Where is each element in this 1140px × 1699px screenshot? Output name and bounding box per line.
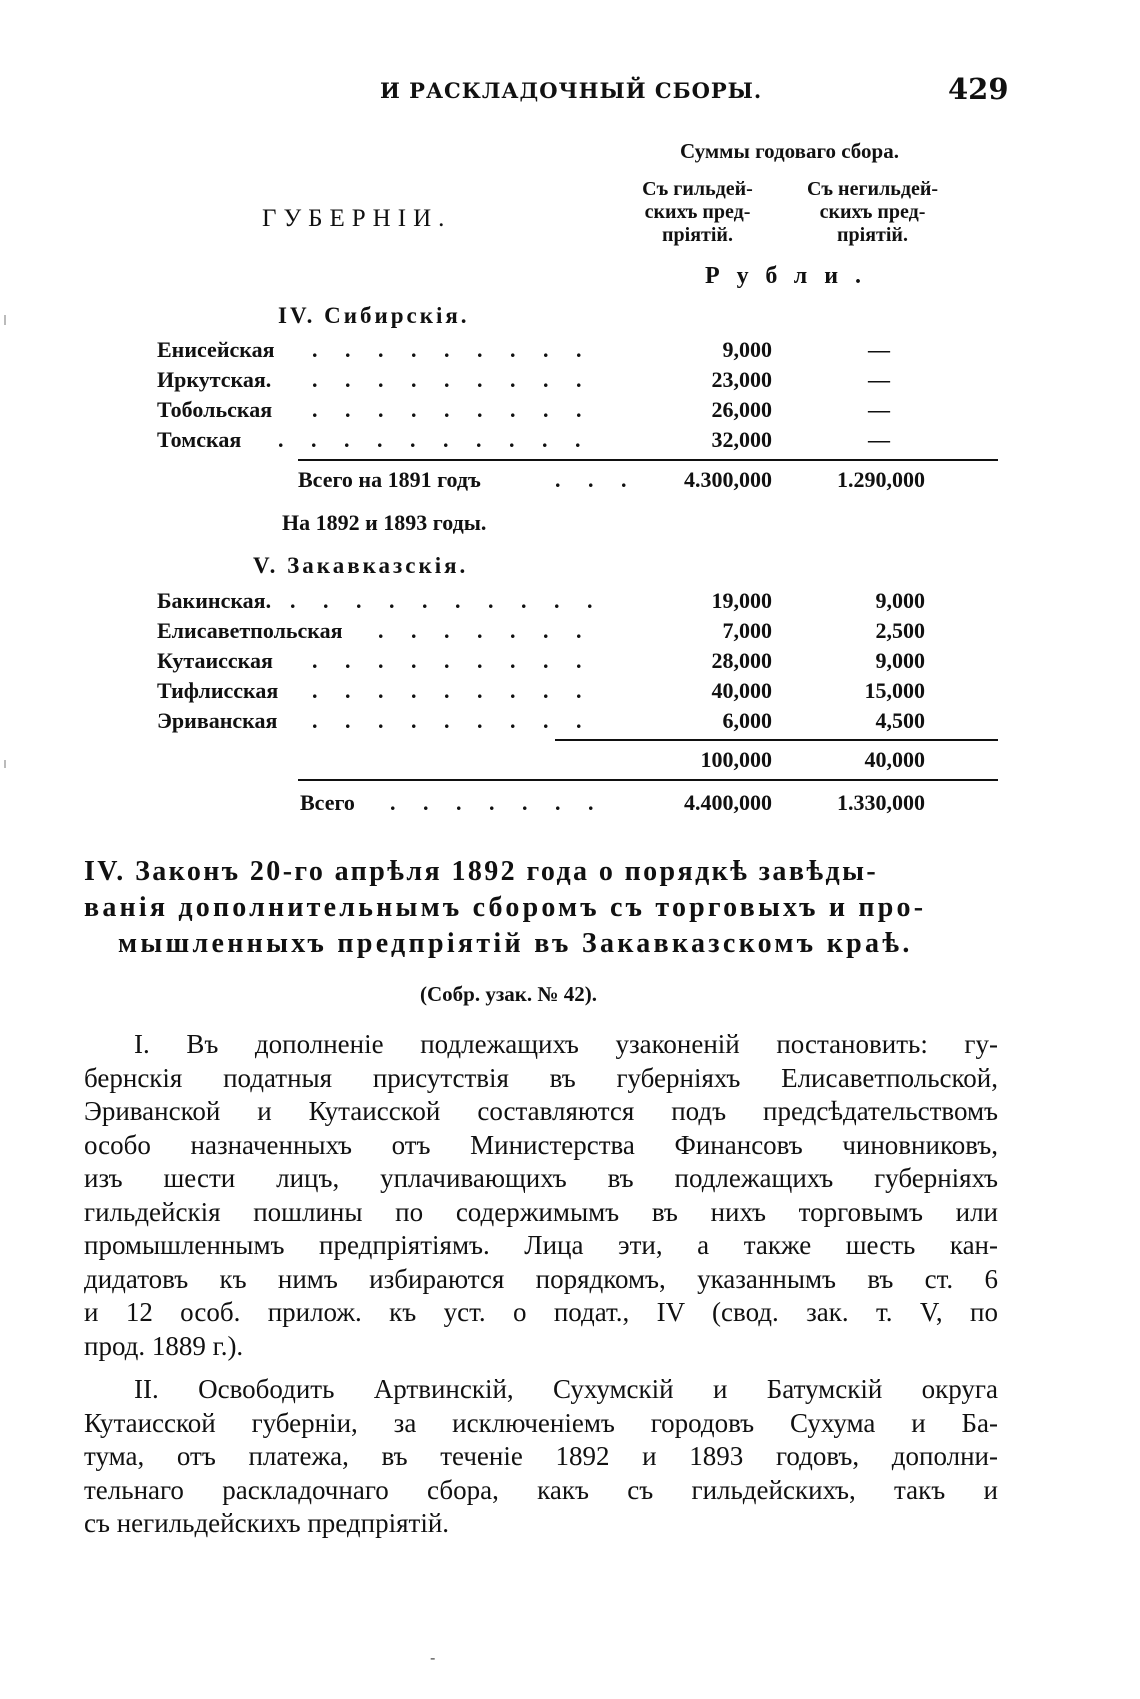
leader-dots: . . . . . . . bbox=[378, 618, 593, 643]
gubernia-name: Тифлисская bbox=[157, 678, 279, 703]
value-guild: 40,000 bbox=[711, 678, 772, 703]
subtotal-guild: 100,000 bbox=[700, 747, 772, 772]
paragraph-line: тельнаго раскладочнаго сбора, какъ съ гильдейскихъ, такъ и bbox=[84, 1474, 998, 1505]
leader-dots: . . . . . . . . . bbox=[312, 678, 593, 703]
col2-header-line: скихъ пред- bbox=[819, 201, 926, 223]
table-row bbox=[0, 427, 1140, 455]
table-row bbox=[0, 678, 1140, 706]
sums-header: Суммы годоваго сбора. bbox=[680, 139, 899, 163]
value-nonguild: — bbox=[868, 337, 890, 362]
grand-total-row bbox=[0, 790, 1140, 818]
grand-nonguild: 1.330,000 bbox=[837, 790, 925, 815]
leader-dots: . . . . . . . . . bbox=[312, 337, 593, 362]
law-title-line: ванія дополнительнымъ сборомъ съ торговыхъ и про- bbox=[84, 892, 927, 923]
subtotal-row bbox=[0, 747, 1140, 775]
table-row bbox=[0, 708, 1140, 736]
value-nonguild: — bbox=[868, 397, 890, 422]
total-label: Всего bbox=[300, 790, 355, 815]
subtotal-nonguild: 40,000 bbox=[864, 747, 925, 772]
total-guild: 4.300,000 bbox=[684, 467, 772, 492]
gubernia-name: Енисейская bbox=[157, 337, 275, 362]
law-title-line: мышленныхъ предпріятій въ Закавказскомъ краѣ. bbox=[118, 928, 913, 959]
table-row bbox=[0, 397, 1140, 425]
paragraph-line: гильдейскія пошлины по содержимымъ въ нихъ торговымъ или bbox=[84, 1196, 998, 1227]
gubernia-name: Томская bbox=[157, 427, 242, 452]
table-rule bbox=[298, 779, 998, 781]
col1-header bbox=[625, 178, 770, 247]
col2-header-line: Съ негильдей- bbox=[806, 178, 939, 200]
gubernia-name: Иркутская. bbox=[157, 367, 272, 392]
paragraph-line: особо назначенныхъ отъ Министерства Финансовъ чиновниковъ, bbox=[84, 1129, 998, 1160]
value-nonguild: 15,000 bbox=[864, 678, 925, 703]
value-guild: 26,000 bbox=[711, 397, 772, 422]
value-guild: 28,000 bbox=[711, 648, 772, 673]
page-number: 429 bbox=[948, 72, 1009, 106]
paragraph-2 bbox=[84, 1373, 998, 1541]
col1-header-line: скихъ пред- bbox=[644, 201, 751, 223]
paragraph-line: изъ шести лицъ, уплачивающихъ въ подлежащихъ губерніяхъ bbox=[84, 1163, 998, 1193]
leader-dots: . . . . . . . . . . bbox=[278, 427, 592, 452]
paragraph-line: Эриванской и Кутаисской составляются подъ предсѣдательствомъ bbox=[84, 1096, 998, 1126]
table-row bbox=[0, 618, 1140, 646]
total-label: Всего на 1891 годъ bbox=[298, 467, 481, 492]
col2-header bbox=[790, 178, 955, 247]
leader-dots: . . . . . . . . . bbox=[312, 367, 593, 392]
paragraph-line: съ негильдейскихъ предпріятій. bbox=[84, 1508, 450, 1538]
paragraph-line: I. Въ дополненіе подлежащихъ узаконеній постановить: гу- bbox=[134, 1029, 998, 1059]
value-guild: 23,000 bbox=[711, 367, 772, 392]
rubli-label: Рубли. bbox=[705, 263, 879, 289]
leader-dots: . . . . . . . . . bbox=[312, 648, 593, 673]
citation: (Собр. узак. № 42). bbox=[420, 982, 597, 1006]
value-nonguild: — bbox=[868, 367, 890, 392]
table-row bbox=[0, 588, 1140, 616]
value-nonguild: 9,000 bbox=[875, 588, 925, 613]
section-siberia-heading: IV. Сибирскія. bbox=[278, 303, 470, 328]
paragraph-line: Кутаисской губерніи, за исключеніемъ городовъ Сухума и Ба- bbox=[84, 1407, 998, 1438]
gubernia-name: Тобольская bbox=[157, 397, 273, 422]
section-caucasus-heading: V. Закавказскія. bbox=[253, 553, 469, 578]
total-1891-row bbox=[0, 467, 1140, 495]
paragraph-line: промышленнымъ предпріятіямъ. Лица эти, а также шесть кан- bbox=[84, 1230, 998, 1260]
value-guild: 9,000 bbox=[722, 337, 772, 362]
paragraph-1 bbox=[84, 1028, 998, 1363]
col1-header-line: пріятій. bbox=[662, 224, 733, 246]
scan-margin-mark bbox=[4, 315, 6, 325]
gubernia-name: Елисаветпольская bbox=[157, 618, 343, 643]
leader-dots: . . . . . . . . . bbox=[312, 397, 593, 422]
paragraph-line: тума, отъ платежа, въ теченіе 1892 и 1893 годовъ, дополни- bbox=[84, 1441, 998, 1471]
table-row bbox=[0, 367, 1140, 395]
leader-dots: . . . . . . . . . bbox=[312, 708, 593, 733]
paragraph-line: прод. 1889 г.). bbox=[84, 1330, 244, 1361]
years-heading: На 1892 и 1893 годы. bbox=[282, 510, 487, 535]
value-nonguild: — bbox=[868, 427, 890, 452]
paragraph-line: II. Освободить Артвинскій, Сухумскій и Батумскій округа bbox=[134, 1374, 998, 1404]
value-guild: 32,000 bbox=[711, 427, 772, 452]
leader-dots: . . . . . . . . . . bbox=[290, 588, 604, 613]
gubernia-name: Бакинская. bbox=[157, 588, 272, 613]
table-rule bbox=[298, 459, 998, 461]
table-row bbox=[0, 337, 1140, 365]
gubernii-header: ГУБЕРНІИ. bbox=[262, 205, 452, 232]
value-nonguild: 2,500 bbox=[875, 618, 925, 643]
running-head: И РАСКЛАДОЧНЫЙ СБОРЫ. bbox=[380, 78, 763, 103]
paragraph-line: бернскія податныя присутствія въ губерніяхъ Елисаветпольской, bbox=[84, 1062, 998, 1093]
paragraph-line: дидатовъ къ нимъ избираются порядкомъ, указаннымъ въ ст. 6 bbox=[84, 1263, 998, 1294]
bottom-mark: - bbox=[430, 1648, 436, 1667]
col2-header-line: пріятій. bbox=[837, 224, 908, 246]
leader-dots: . . . bbox=[555, 467, 638, 492]
value-nonguild: 9,000 bbox=[875, 648, 925, 673]
law-title-line: IV. Законъ 20-го апрѣля 1892 года о порядкѣ завѣды- bbox=[84, 856, 879, 887]
table-row bbox=[0, 648, 1140, 676]
paragraph-line: и 12 особ. прилож. къ уст. о подат., IV (свод. зак. т. V, по bbox=[84, 1297, 998, 1327]
leader-dots: . . . . . . . bbox=[390, 790, 605, 815]
value-nonguild: 4,500 bbox=[875, 708, 925, 733]
total-nonguild: 1.290,000 bbox=[837, 467, 925, 492]
grand-guild: 4.400,000 bbox=[684, 790, 772, 815]
value-guild: 7,000 bbox=[722, 618, 772, 643]
gubernia-name: Кутаисская bbox=[157, 648, 273, 673]
col1-header-line: Съ гильдей- bbox=[642, 178, 753, 200]
gubernia-name: Эриванская bbox=[157, 708, 278, 733]
table-rule bbox=[555, 739, 998, 741]
value-guild: 6,000 bbox=[722, 708, 772, 733]
value-guild: 19,000 bbox=[711, 588, 772, 613]
